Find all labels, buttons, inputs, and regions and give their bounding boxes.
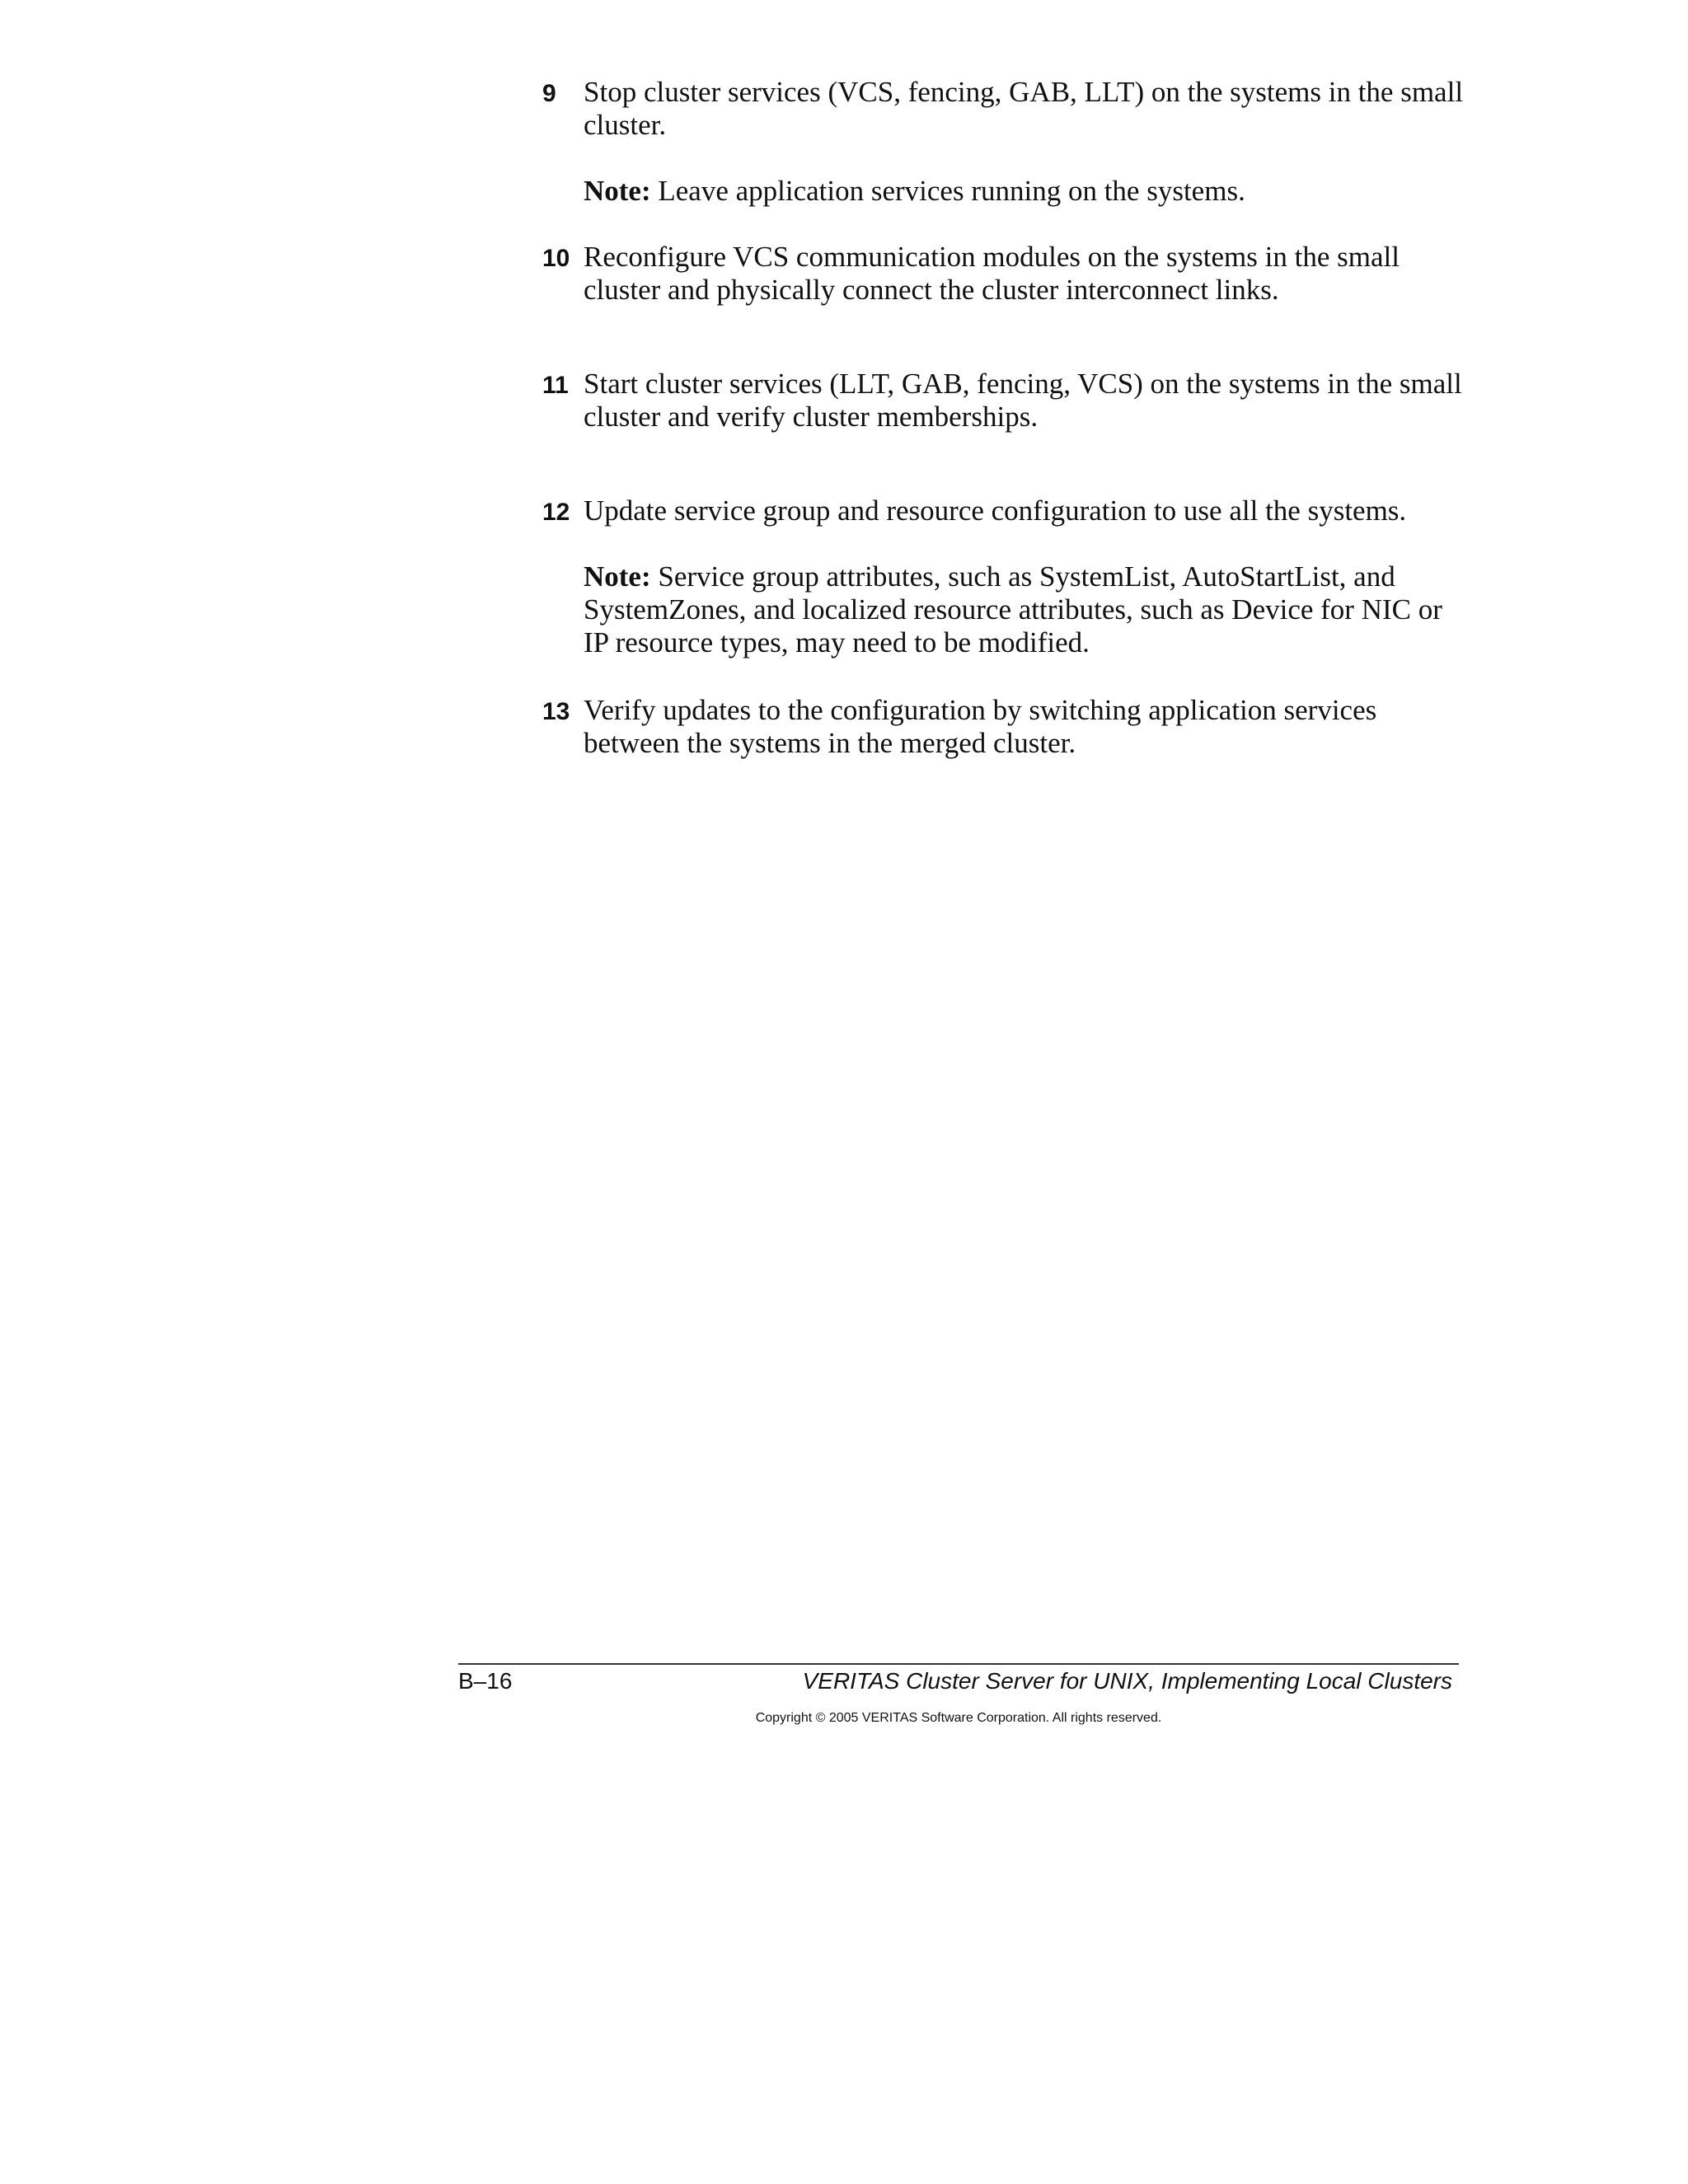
step-text: Reconfigure VCS communication modules on the systems in the small cluster and physically connect the cluster interconnect links. [584, 241, 1400, 306]
note-text: Leave application services running on the systems. [650, 175, 1245, 207]
step-number: 11 [542, 372, 569, 399]
step-text: Update service group and resource configuration to use all the systems. [584, 494, 1407, 527]
copyright-notice: Copyright © 2005 VERITAS Software Corporation. All rights reserved. [755, 1711, 1162, 1725]
step-number: 12 [542, 499, 570, 526]
footer-rule [458, 1663, 1459, 1665]
page-number: B–16 [458, 1668, 513, 1694]
note-label: Note: [584, 560, 651, 593]
note-label: Note: [584, 175, 651, 207]
step-number: 10 [542, 245, 570, 272]
step-note [584, 560, 1474, 659]
step-number: 13 [542, 698, 570, 725]
step-text: Verify updates to the configuration by switching application services between the systems in the merged cluster. [584, 694, 1377, 759]
step-text: Stop cluster services (VCS, fencing, GAB, LLT) on the systems in the small cluster. [584, 76, 1464, 141]
book-title: VERITAS Cluster Server for UNIX, Implementing Local Clusters [802, 1668, 1452, 1694]
step-text: Start cluster services (LLT, GAB, fencing, VCS) on the systems in the small cluster and verify cluster memberships. [584, 368, 1462, 433]
step-number: 9 [542, 80, 556, 107]
step-note [584, 175, 1474, 208]
note-text: Service group attributes, such as SystemList, AutoStartList, and SystemZones, and localized resource attributes, such as Device for NIC or IP resource types, may need to be modified. [584, 560, 1442, 658]
